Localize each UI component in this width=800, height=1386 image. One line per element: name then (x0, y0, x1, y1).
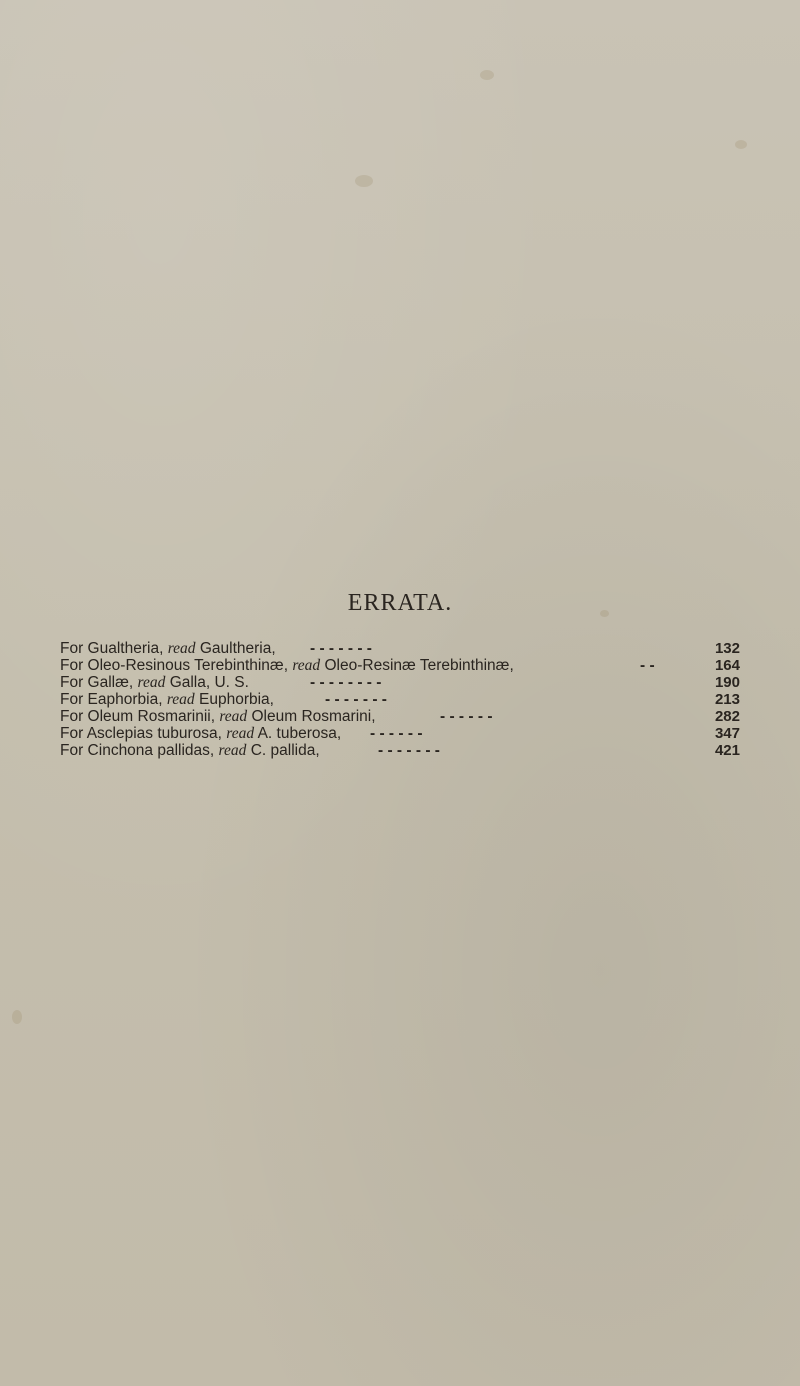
errata-entry (60, 725, 740, 742)
dot-leader: - - - - - - - (310, 640, 372, 657)
errata-entry-text (60, 742, 320, 759)
errata-correction: Oleo-Resinæ Terebinthinæ, (324, 657, 514, 674)
paper-stain (355, 175, 373, 187)
errata-original: For Oleum Rosmarinii, (60, 708, 216, 725)
dot-leader: - - - - - - - (378, 742, 440, 759)
errata-entry-text (60, 674, 249, 691)
errata-original: For Oleo-Resinous Terebinthinæ, (60, 657, 289, 674)
errata-page-number: 132 (714, 640, 740, 657)
errata-original: For Eaphorbia, (60, 691, 163, 708)
errata-title: ERRATA. (347, 590, 453, 616)
errata-correction: Gaultheria, (199, 640, 276, 657)
errata-entry (60, 708, 740, 725)
errata-read-word: read (137, 674, 166, 691)
errata-page-number: 347 (714, 725, 740, 742)
errata-correction: Euphorbia, (199, 691, 274, 708)
errata-page-number: 213 (714, 691, 740, 708)
errata-entry (60, 657, 740, 674)
errata-page-number: 164 (714, 657, 740, 674)
paper-stain (480, 70, 494, 80)
errata-original: For Cinchona pallidas, (60, 742, 215, 759)
errata-original: For Asclepias tuburosa, (60, 725, 222, 742)
errata-original: For Gualtheria, (60, 640, 164, 657)
dot-leader: - - - - - - (440, 708, 493, 725)
errata-page-number: 421 (714, 742, 740, 759)
errata-entry-text (60, 657, 514, 674)
errata-entry-text (60, 725, 341, 742)
errata-read-word: read (218, 742, 247, 759)
errata-original: For Gallæ, (60, 674, 134, 691)
errata-entry-text (60, 640, 276, 657)
errata-read-word: read (167, 640, 196, 657)
dot-leader: - - - - - - - - (310, 674, 382, 691)
dot-leader: - - - - - - - (325, 691, 387, 708)
errata-correction: C. pallida, (250, 742, 320, 759)
errata-read-word: read (166, 691, 195, 708)
errata-page-number: 190 (714, 674, 740, 691)
errata-entry (60, 742, 740, 759)
errata-correction: A. tuberosa, (257, 725, 342, 742)
errata-correction: Oleum Rosmarini, (251, 708, 376, 725)
errata-entry (60, 691, 740, 708)
errata-page-number: 282 (714, 708, 740, 725)
errata-correction: Galla, U. S. (169, 674, 249, 691)
errata-entry-text (60, 691, 274, 708)
paper-stain (735, 140, 747, 149)
errata-entry (60, 640, 740, 657)
paper-stain (12, 1010, 22, 1024)
dot-leader: - - - - - - (370, 725, 423, 742)
errata-entry (60, 674, 740, 691)
errata-read-word: read (226, 725, 255, 742)
errata-entry-text (60, 708, 376, 725)
errata-list (60, 640, 740, 759)
errata-read-word: read (292, 657, 321, 674)
dot-leader: - - (640, 657, 655, 674)
errata-read-word: read (219, 708, 248, 725)
